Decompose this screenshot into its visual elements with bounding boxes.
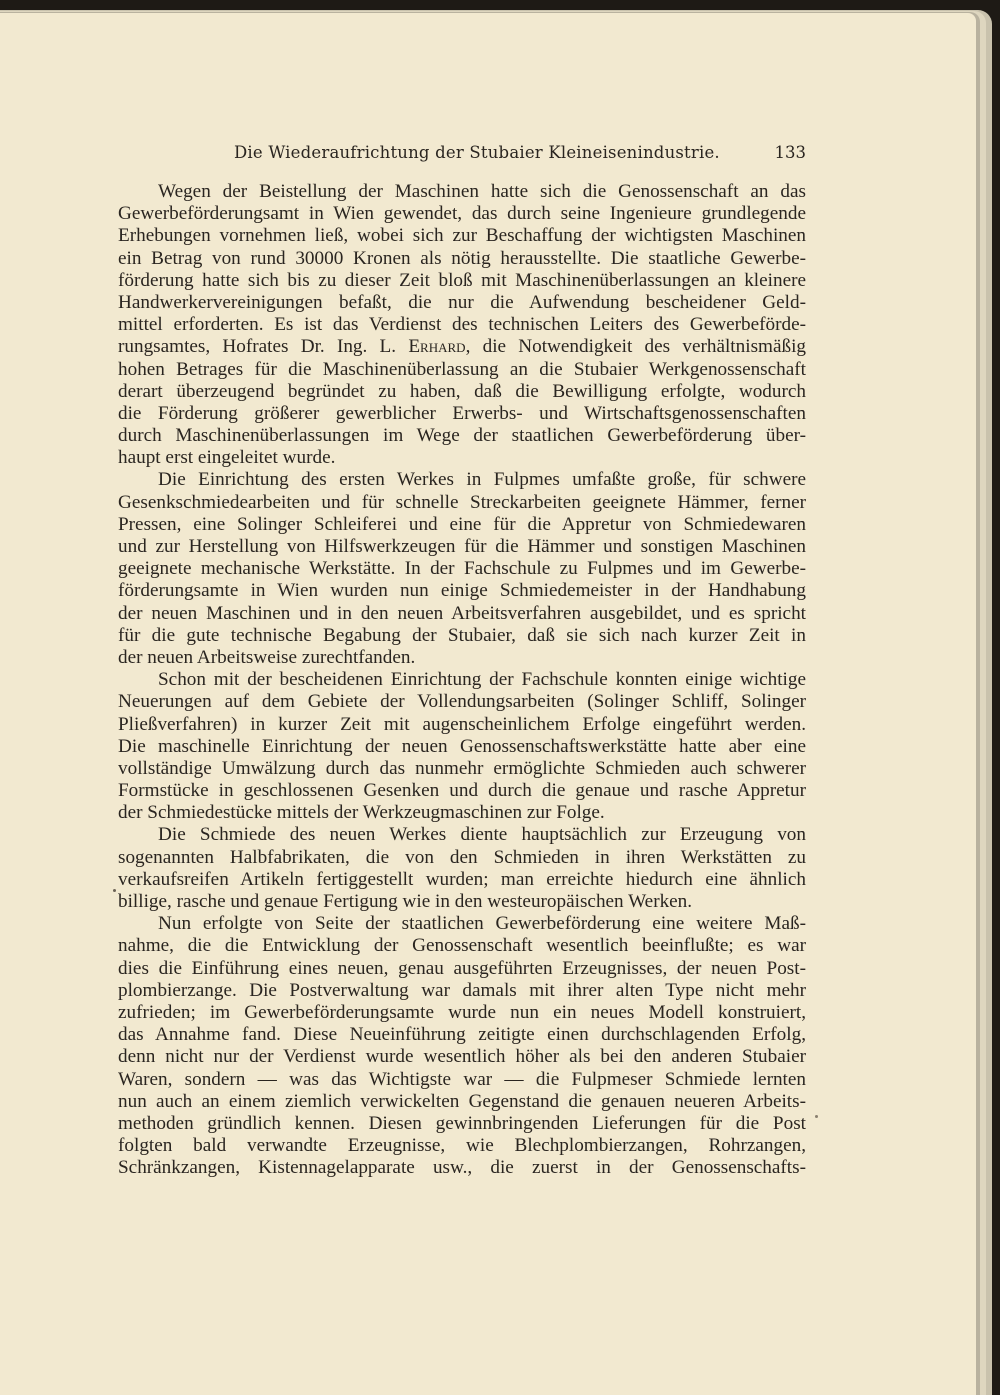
paragraph [118,669,806,824]
text-line: und zur Herstellung von Hilfswerkzeugen für die Hämmer und sonstigen Maschinen [118,536,806,557]
text-line: Pressen, eine Solinger Schleiferei und eine für die Appretur von Schmiedewaren [118,513,806,535]
text-line: die Förderung größerer gewerblicher Erwerbs- und Wirtschaftsgenossenschaften [118,402,806,424]
text-line: methoden gründlich kennen. Diesen gewinnbringenden Lieferungen für die Post [118,1112,806,1134]
text-line: Gesenkschmiedearbeiten und für schnelle Streckarbeiten geeignete Hämmer, ferner [118,491,806,513]
body-text [118,181,806,1179]
text-line: Formstücke in geschlossenen Gesenken und durch die genaue und rasche Appretur [118,780,806,802]
text-line: ein Betrag von rund 30000 Kronen als nötig herausstellte. Die staatliche Gewerbe- [118,247,806,269]
text-line: Die Einrichtung des ersten Werkes in Fulpmes umfaßte große, für schwere [158,469,806,491]
text-line: das Annahme fand. Diese Neueinführung zeitigte einen durchschlagenden Erfolg, [118,1024,806,1046]
text-line: Erhebungen vornehmen ließ, wobei sich zur Beschaffung der wichtigsten Maschinen [118,225,806,247]
text-line: haupt erst eingeleitet wurde. [118,447,336,469]
paragraph [118,469,806,669]
text-line: geeignete mechanische Werkstätte. In der Fachschule zu Fulpmes und im Gewerbe- [118,558,806,580]
text-line: hohen Betrages für die Maschinenüberlassung an die Stubaier Werkgenossenschaft [118,358,806,380]
paragraph [118,181,806,469]
text-line: zufrieden; im Gewerbeförderungsamte wurde nun ein neues Modell konstruiert, [118,1001,806,1023]
text-line: Pließverfahren) in kurzer Zeit mit augenscheinlichem Erfolge eingeführt werden. [118,713,806,735]
text-line: nun auch an einem ziemlich verwickelten Gegenstand die genauen neueren Arbeits- [118,1090,806,1112]
text-line: Gewerbeförderungsamt in Wien gewendet, das durch seine Ingenieure grundlegende [118,203,806,225]
text-line: derart überzeugend begründet zu haben, daß die Bewilligung erfolgte, wodurch [118,380,806,402]
text-line: durch Maschinenüberlassungen im Wege der staatlichen Gewerbeförderung über- [118,425,806,447]
paragraph [118,824,806,913]
text-line: der neuen Maschinen und in den neuen Arbeitsverfahren ausgebildet, und es spricht [118,602,806,624]
text-line: denn nicht nur der Verdienst wurde wesentlich höher als bei den anderen Stubaier [118,1046,806,1068]
text-line: vollständige Umwälzung durch das nunmehr ermöglichte Schmieden auch schwerer [118,757,806,779]
running-head [118,143,806,165]
text-line: rungsamtes, Hofrates Dr. Ing. L. Erhard, die Notwendigkeit des verhältnismäßig [118,336,806,358]
text-line: Handwerkervereinigungen befaßt, die nur die Aufwendung bescheidener Geld- [118,291,806,313]
print-speck [113,889,116,892]
text-line: nahme, die die Entwicklung der Genossenschaft wesentlich beeinflußte; es war [118,935,806,957]
text-line: dies die Einführung eines neuen, genau ausgeführten Erzeugnisses, der neuen Post- [118,957,806,979]
text-line: Wegen der Beistellung der Maschinen hatte sich die Genossenschaft an das [158,181,806,202]
text-line: Schon mit der bescheidenen Einrichtung der Fachschule konnten einige wichtige [158,669,806,691]
text-line: förderung hatte sich bis zu dieser Zeit bloß mit Maschinenüberlassungen an kleinere [118,269,806,291]
text-line: förderungsamte in Wien wurden nun einige Schmiedemeister in der Handhabung [118,580,806,602]
text-line: für die gute technische Begabung der Stubaier, daß sie sich nach kurzer Zeit in [118,624,806,646]
text-line: sogenannten Halbfabrikaten, die von den Schmieden in ihren Werkstätten zu [118,846,806,868]
running-head-title: Die Wiederaufrichtung der Stubaier Kleineisenindustrie. [234,143,720,162]
text-line: Waren, sondern — was das Wichtigste war — die Fulpmeser Schmiede lernten [118,1068,806,1090]
text-line: folgten bald verwandte Erzeugnisse, wie Blechplombierzangen, Rohrzangen, [118,1135,806,1157]
text-line: Schränkzangen, Kistennagelapparate usw., die zuerst in der Genossenschafts- [118,1157,806,1179]
text-line: Die maschinelle Einrichtung der neuen Genossenschaftswerkstätte hatte aber eine [118,735,806,757]
text-line: plombierzange. Die Postverwaltung war damals mit ihrer alten Type nicht mehr [118,979,806,1001]
text-line: verkaufsreifen Artikeln fertiggestellt wurden; man erreichte hiedurch eine ähnlich [118,868,806,890]
print-speck [815,1115,818,1118]
text-line: Neuerungen auf dem Gebiete der Vollendungsarbeiten (Solinger Schliff, Solinger [118,691,806,713]
page-number: 133 [774,143,806,162]
text-line: Die Schmiede des neuen Werkes diente hauptsächlich zur Erzeugung von [158,824,806,846]
paragraph [118,913,806,1179]
text-line: billige, rasche und genaue Fertigung wie in den westeuropäischen Werken. [118,891,693,912]
text-line: Nun erfolgte von Seite der staatlichen Gewerbeförderung eine weitere Maß- [158,913,806,935]
small-caps-name: Erhard [408,336,466,358]
text-line: der neuen Arbeitsweise zurechtfanden. [118,646,416,668]
text-line: mittel erforderten. Es ist das Verdienst des technischen Leiters des Gewerbeförde- [118,314,806,336]
text-line: der Schmiedestücke mittels der Werkzeugmaschinen zur Folge. [118,802,605,824]
